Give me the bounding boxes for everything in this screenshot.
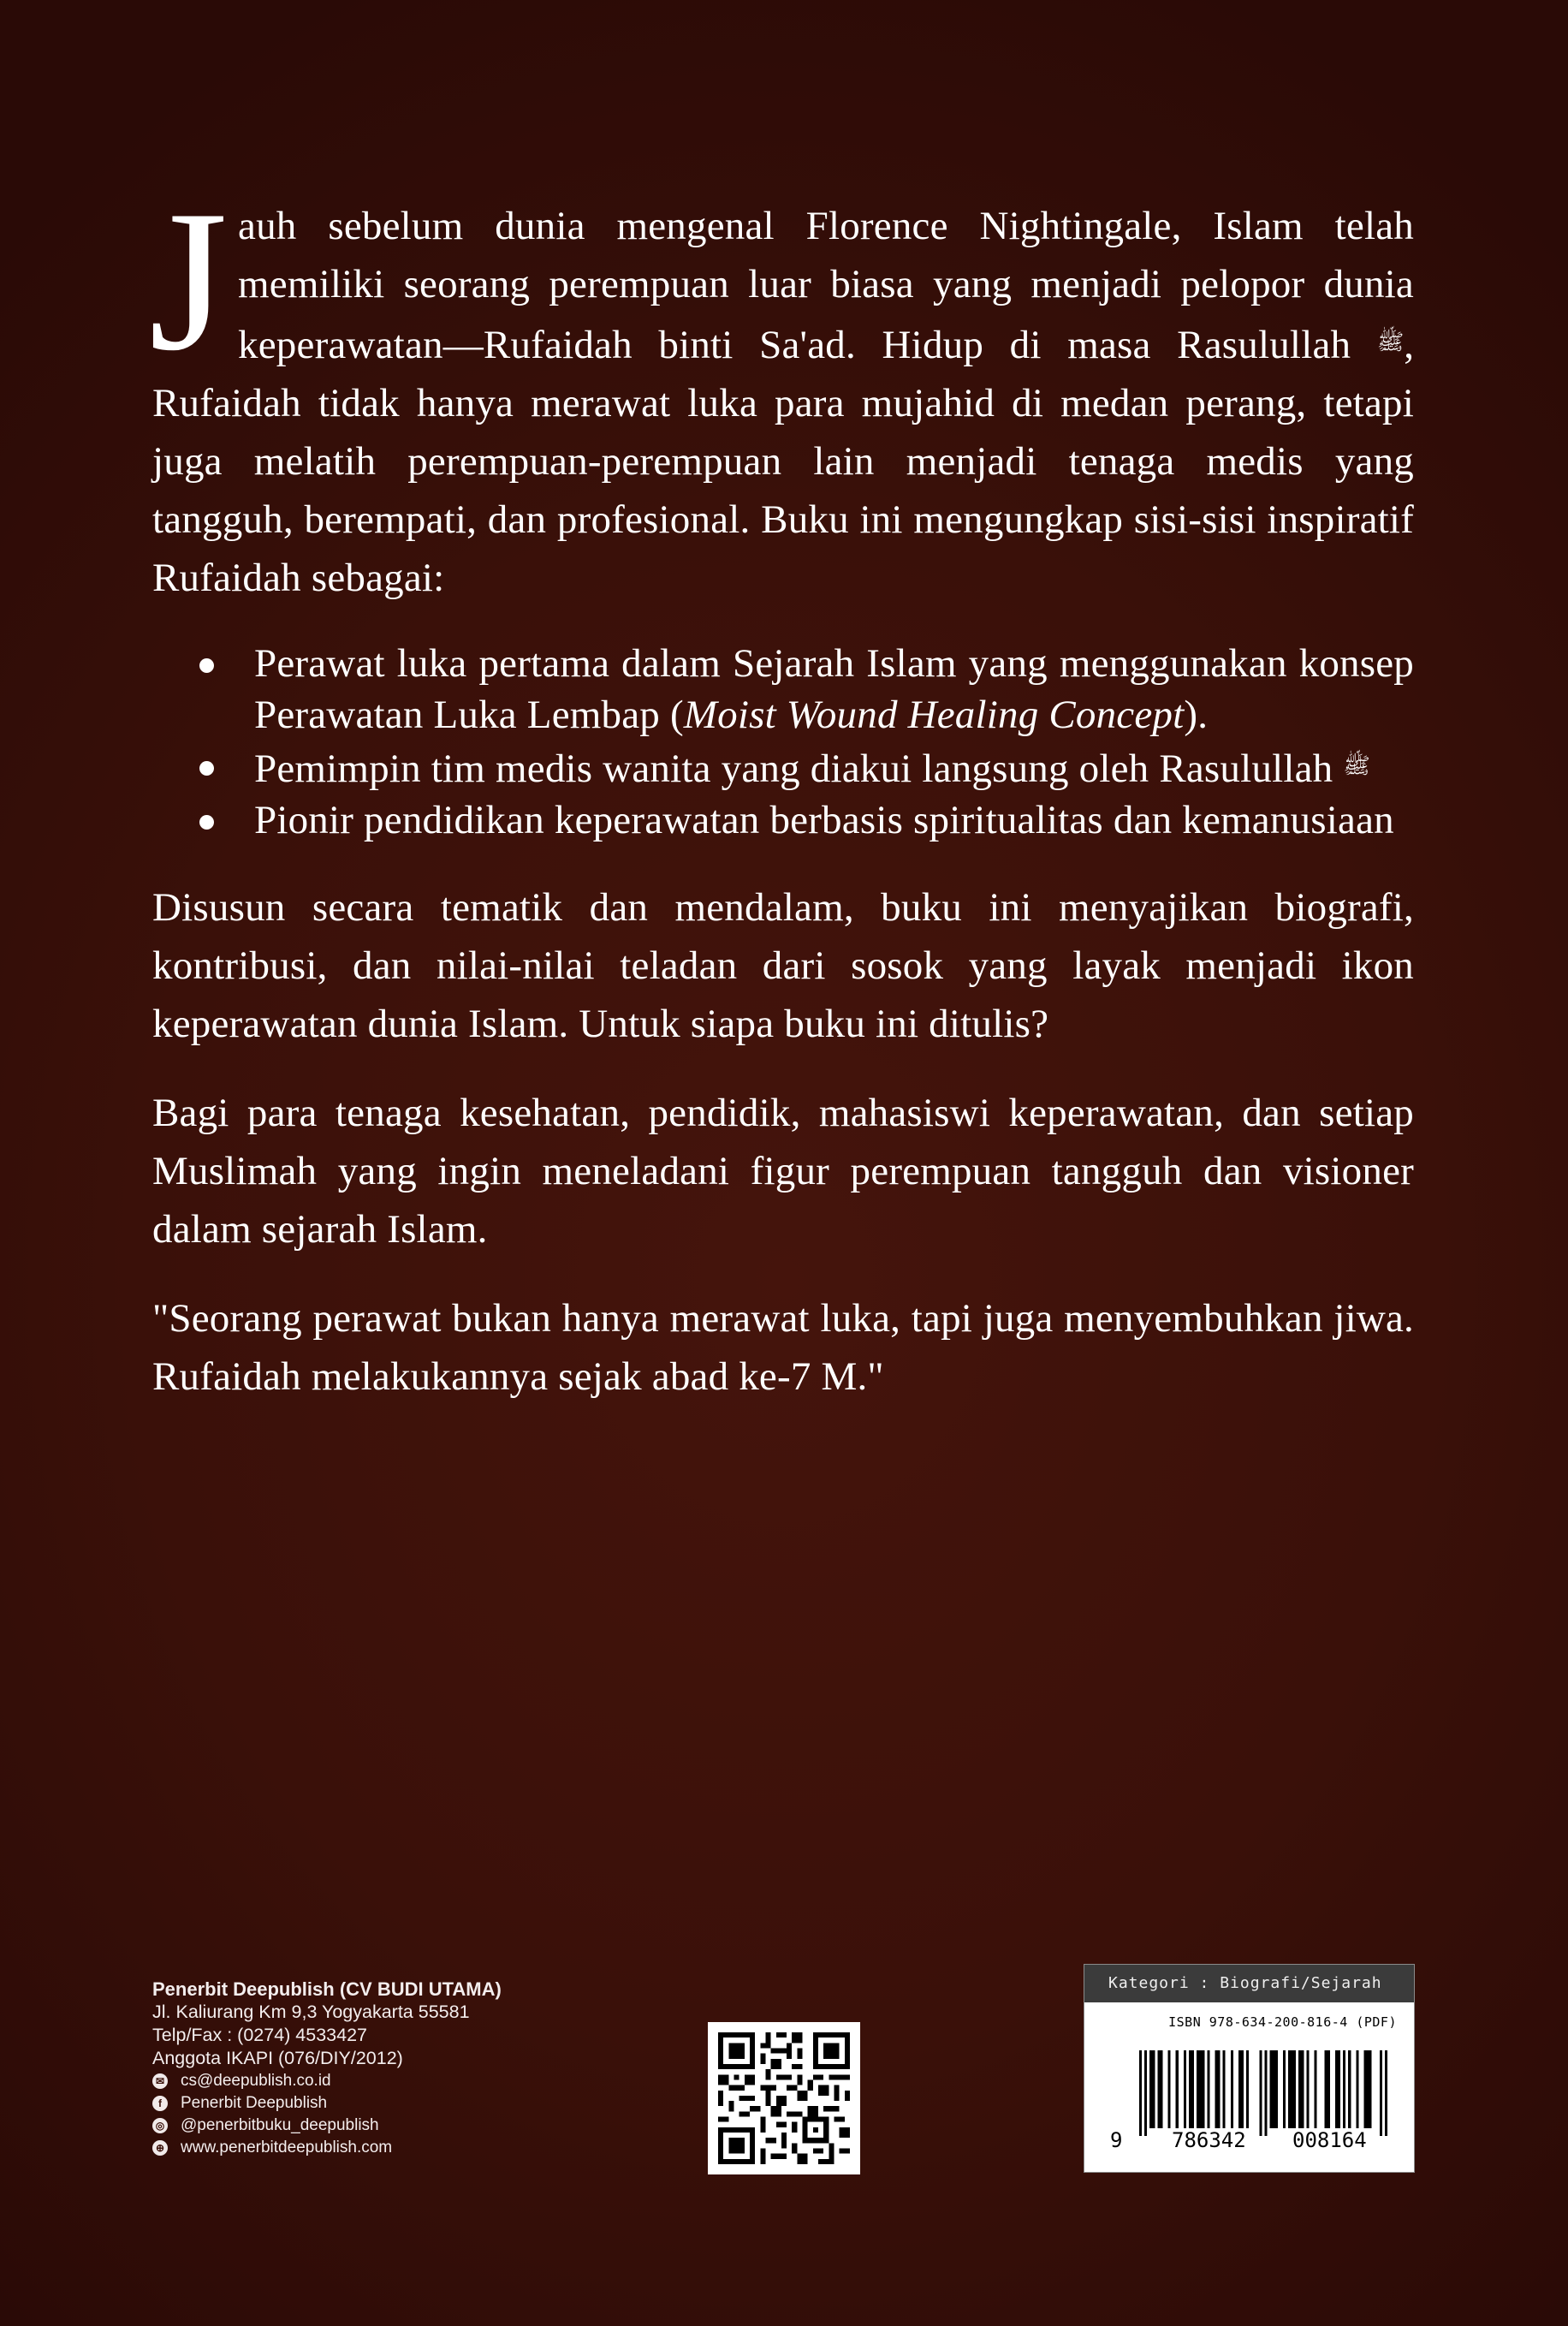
quote-paragraph: "Seorang perawat bukan hanya merawat luka, tapi juga menyembuhkan jiwa. Rufaidah melakukannya sejak abad ke-7 M." — [152, 1296, 1414, 1399]
contact-instagram[interactable] — [152, 2115, 502, 2137]
bullet-text: Pemimpin tim medis wanita yang diakui langsung oleh Rasulullah — [254, 747, 1333, 791]
barcode-digits-left: 786342 — [1172, 2128, 1246, 2152]
barcode-digit-first: 9 — [1110, 2128, 1123, 2152]
barcode-digits-right: 008164 — [1292, 2128, 1367, 2152]
facebook-link[interactable]: Penerbit Deepublish — [181, 2094, 328, 2112]
publisher-address: Jl. Kaliurang Km 9,3 Yogyakarta 55581 — [152, 2002, 470, 2022]
blurb-text — [149, 170, 1414, 1406]
publisher-info — [152, 1978, 502, 2159]
facebook-icon: f — [152, 2096, 168, 2111]
pbuh-honorific-icon: ﷺ — [1343, 753, 1370, 778]
bullet-text-end: ). — [1184, 693, 1209, 737]
list-item — [254, 794, 1414, 846]
intro-text-continued: , Rufaidah tidak hanya merawat luka para mujahid di medan perang, tetapi juga melatih perempuan-perempuan lain menjadi tenaga medis yang tangguh, berempati, dan profesional. Buku ini mengungkap sisi-sisi inspiratif Rufaidah sebagai: — [152, 323, 1414, 600]
bullet-italic-term: Moist Wound Healing Concept — [683, 693, 1185, 737]
instagram-icon: ◎ — [152, 2118, 168, 2133]
qr-code-pattern — [718, 2032, 850, 2164]
purpose-paragraph: Disusun secara tematik dan mendalam, buku ini menyajikan biografi, kontribusi, dan nilai-nilai teladan dari sosok yang layak menjadi ikon keperawatan dunia Islam. Untuk siapa buku ini ditulis? — [152, 885, 1414, 1046]
category-label: Kategori : Biografi/Sejarah — [1084, 1965, 1414, 2002]
contact-facebook[interactable] — [152, 2092, 502, 2115]
barcode-icon — [1139, 2050, 1387, 2136]
highlights-list — [152, 638, 1414, 846]
isbn-number: ISBN 978-634-200-816-4 (PDF) — [1168, 2014, 1397, 2030]
bullet-text: Pionir pendidikan keperawatan berbasis spiritualitas dan kemanusiaan — [254, 798, 1394, 842]
bullet-text: Perawat luka pertama dalam Sejarah Islam yang menggunakan konsep Perawatan Luka Lembap ( — [254, 641, 1414, 737]
audience-paragraph: Bagi para tenaga kesehatan, pendidik, mahasiswi keperawatan, dan setiap Muslimah yang ingin meneladani figur perempuan tangguh dan visioner dalam sejarah Islam. — [152, 1091, 1414, 1252]
isbn-barcode-box — [1084, 1964, 1415, 2173]
publisher-phone: Telp/Fax : (0274) 4533427 — [152, 2025, 367, 2045]
publisher-name: Penerbit Deepublish (CV BUDI UTAMA) — [152, 1978, 502, 2000]
email-icon: ✉ — [152, 2073, 168, 2089]
intro-paragraph — [149, 170, 1414, 607]
drop-cap: J — [149, 170, 229, 393]
email-link[interactable]: cs@deepublish.co.id — [181, 2072, 331, 2090]
qr-code — [708, 2022, 860, 2174]
globe-icon: ⊕ — [152, 2140, 168, 2156]
list-item — [254, 638, 1414, 741]
pbuh-honorific-icon: ﷺ — [1376, 330, 1405, 354]
contact-website[interactable] — [152, 2137, 502, 2159]
publisher-ikapi: Anggota IKAPI (076/DIY/2012) — [152, 2048, 403, 2068]
intro-text: auh sebelum dunia mengenal Florence Nightingale, Islam telah memiliki seorang perempuan luar biasa yang menjadi pelopor dunia keperawatan—Rufaidah binti Sa'ad. Hidup di masa Rasulullah — [238, 204, 1414, 367]
list-item — [254, 741, 1414, 794]
website-link[interactable]: www.penerbitdeepublish.com — [181, 2139, 393, 2156]
contact-email[interactable] — [152, 2070, 502, 2092]
instagram-link[interactable]: @penerbitbuku_deepublish — [181, 2116, 379, 2134]
